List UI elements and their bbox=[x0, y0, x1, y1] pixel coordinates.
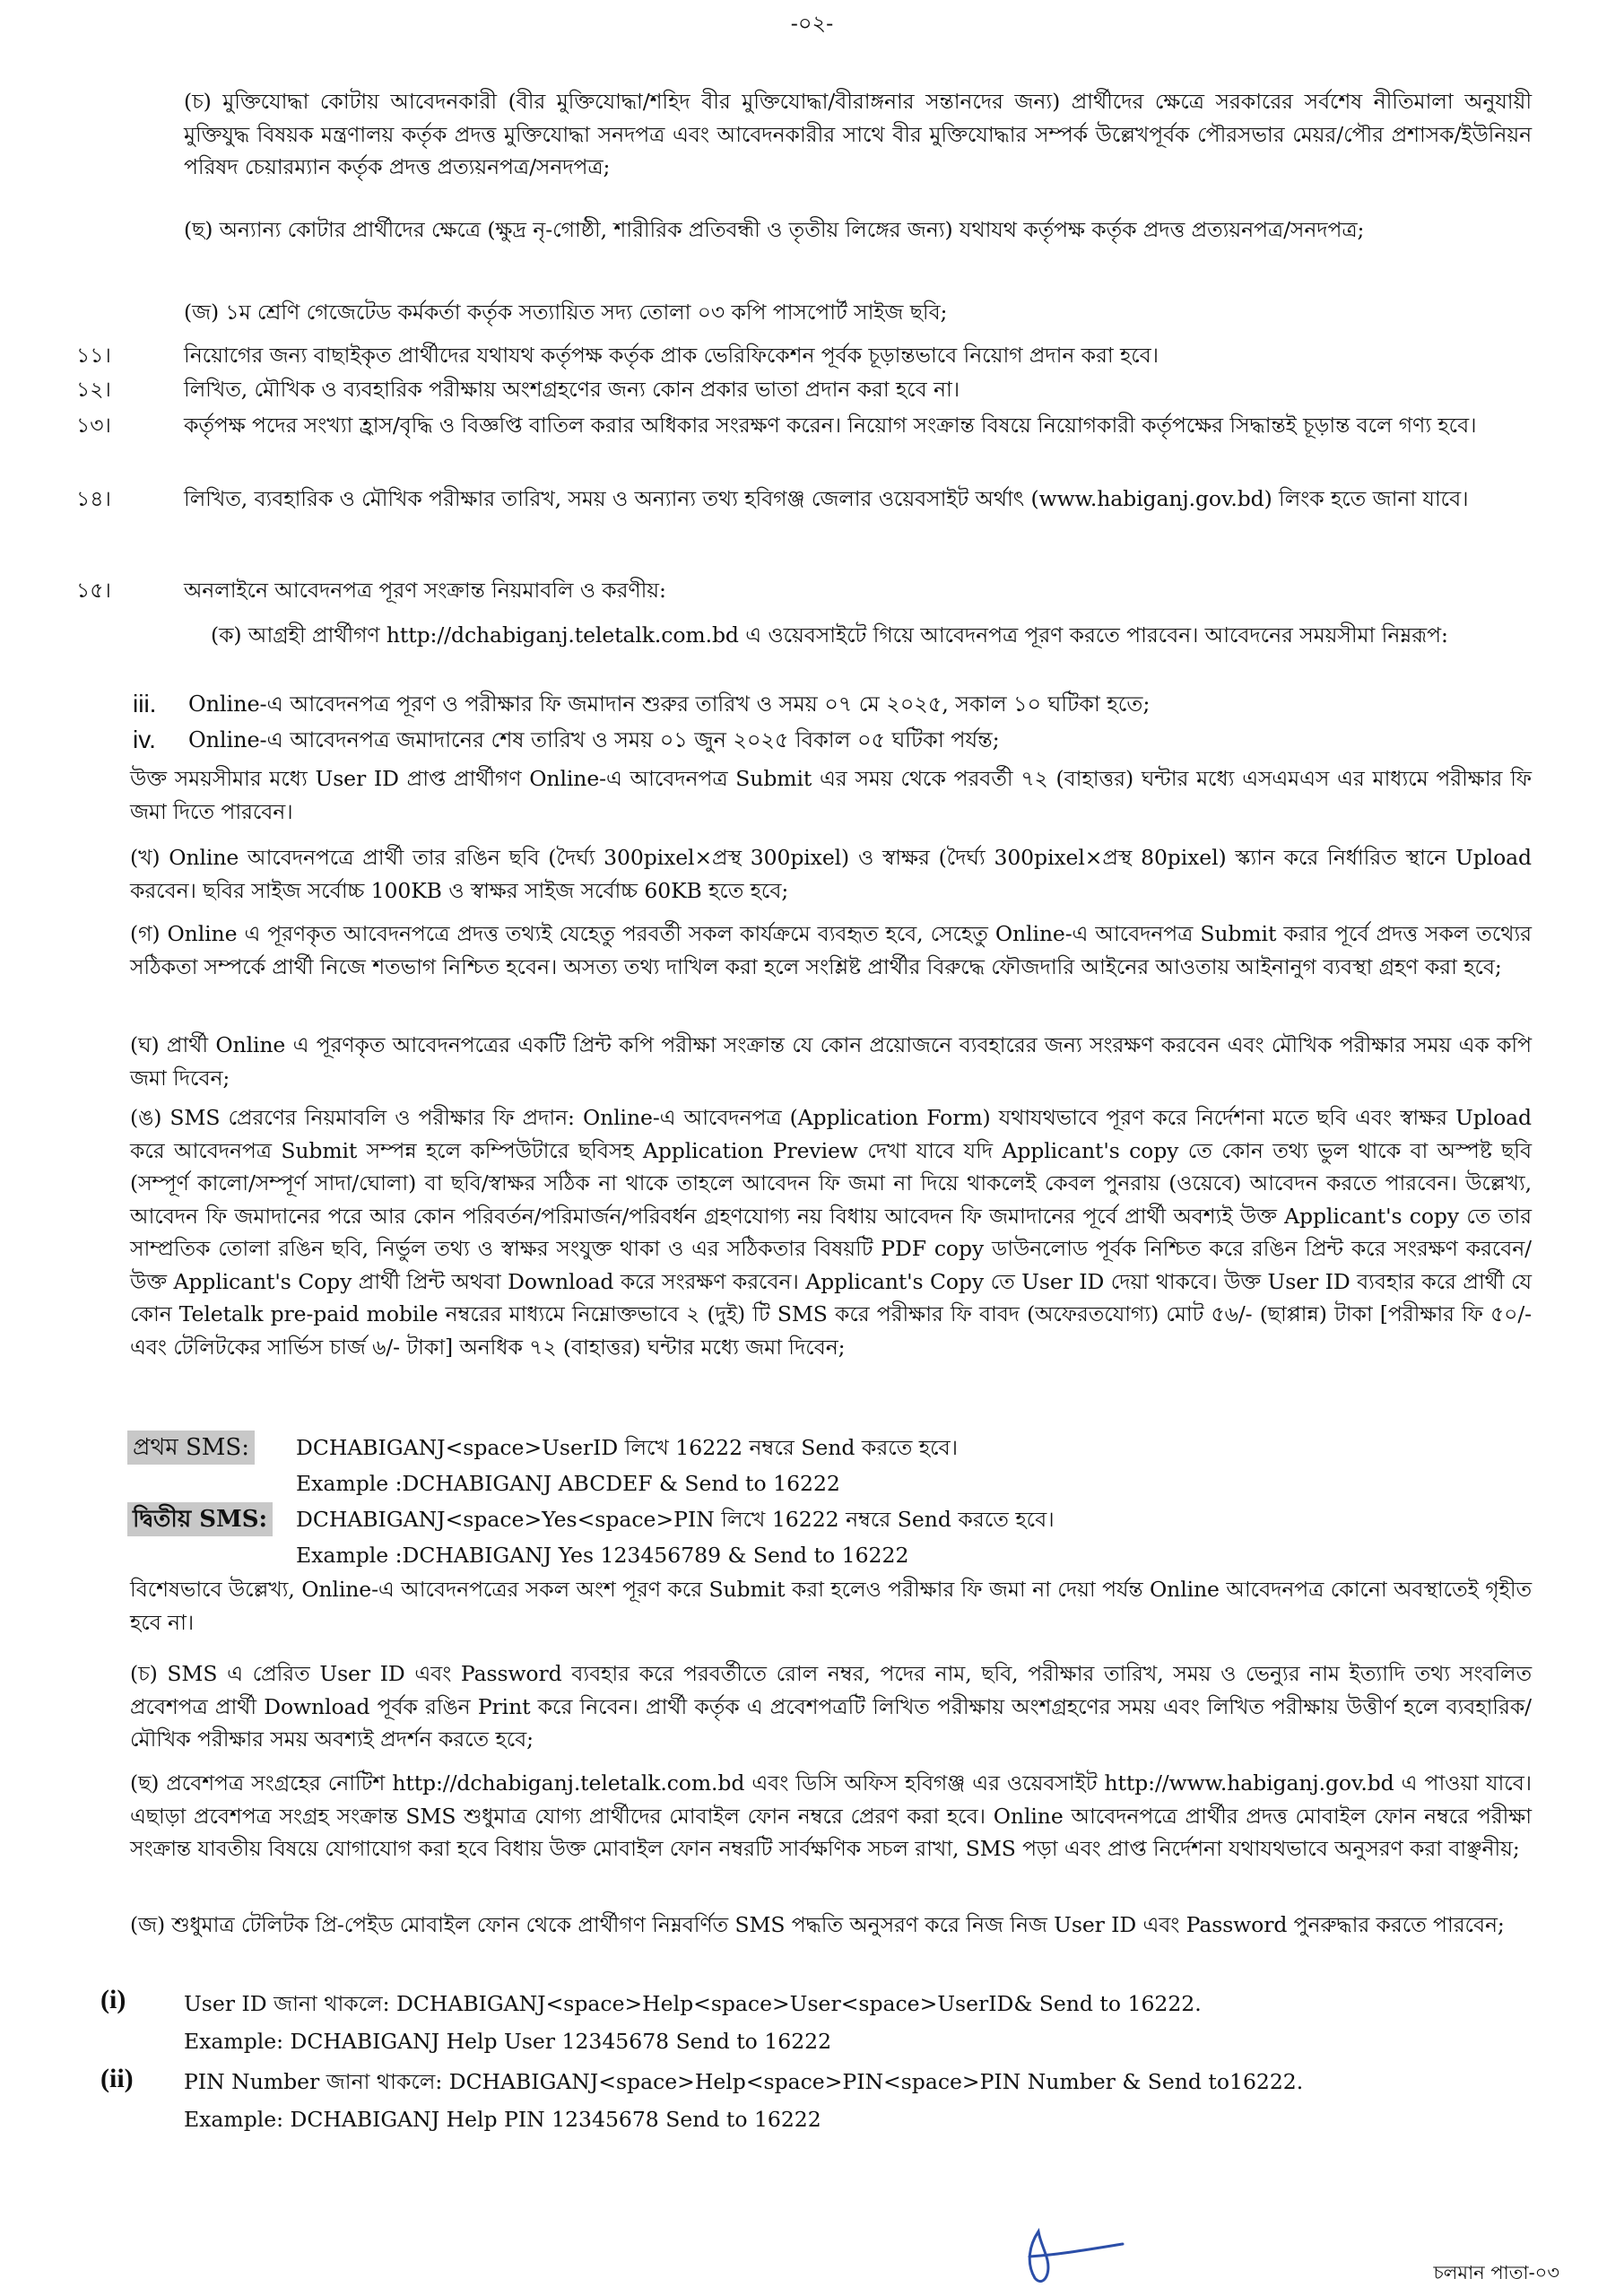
item-cha-freedom-fighter: (চ) মুক্তিযোদ্ধা কোটায় আবেদনকারী (বীর মুক্তিযোদ্ধা/শহিদ বীর মুক্তিযোদ্ধা/বীরাঙ্গনার সন্তানদের জন্য) প্রার্থীদের ক্ষেত্রে সরকারের সর্বশেষ নীতিমালা অনুযায়ী মুক্তিযুদ্ধ বিষয়ক মন্ত্রণালয় কর্তৃক প্রদত্ত মুক্তিযোদ্ধা সনদপত্র এবং আবেদনকারীর সাথে বীর মুক্তিযোদ্ধার সম্পর্ক উল্লেখপূর্বক পৌরসভার মেয়র/পৌর প্রশাসক/ইউনিয়ন পরিষদ চেয়ারম্যান কর্তৃক প্রদত্ত প্রত্যয়নপত্র/সনদপত্র; bbox=[184, 89, 1532, 179]
sms-window-paragraph: উক্ত সময়সীমার মধ্যে User ID প্রাপ্ত প্রার্থীগণ Online-এ আবেদনপত্র Submit এর সময় থেকে পরবর্তী ৭২ (বাহাত্তর) ঘন্টার মধ্যে এসএমএস এর মাধ্যমে পরীক্ষার ফি জমা দিতে পারবেন। bbox=[130, 766, 1532, 824]
deadline-iii-label: iii. bbox=[133, 690, 157, 718]
item-chha-admit-notice: (ছ) প্রবেশপত্র সংগ্রহের নোটিশ http://dchabiganj.teletalk.com.bd এবং ডিসি অফিস হবিগঞ্জ এর ওয়েবসাইট http://www.habiganj.gov.bd এ পাওয়া যাবে। এছাড়া প্রবেশপত্র সংগ্রহ সংক্রান্ত SMS শুধুমাত্র যোগ্য প্রার্থীদের মোবাইল ফোন নম্বরে প্রেরণ করা হবে। Online আবেদনপত্রে প্রার্থীর প্রদত্ত মোবাইল ফোন নম্বরে পরীক্ষা সংক্রান্ত যাবতীয় বিষয়ে যোগাযোগ করা হবে বিধায় উক্ত মোবাইল ফোন নম্বরটি সার্বক্ষণিক সচল রাখা, SMS পড়া এবং প্রাপ্ত নির্দেশনা যথাযথভাবে অনুসরণ করা বাঞ্ছনীয়; bbox=[130, 1770, 1532, 1861]
item-ka-apply-online: (ক) আগ্রহী প্রার্থীগণ http://dchabiganj.teletalk.com.bd এ ওয়েবসাইটে গিয়ে আবেদনপত্র পূরণ করতে পারবেন। আবেদনের সময়সীমা নিম্নরূপ: bbox=[211, 622, 1448, 648]
item-12-text: লিখিত, মৌখিক ও ব্যবহারিক পরীক্ষায় অংশগ্রহণের জন্য কোন প্রকার ভাতা প্রদান করা হবে না। bbox=[184, 377, 960, 402]
item-11-text: নিয়োগের জন্য বাছাইকৃত প্রার্থীদের যথাযথ কর্তৃপক্ষ কর্তৃক প্রাক ভেরিফিকেশন পূর্বক চূড়ান্তভাবে নিয়োগ প্রদান করা হবে। bbox=[184, 343, 1159, 368]
item-gha-print-copy: (ঘ) প্রার্থী Online এ পূরণকৃত আবেদনপত্রের একটি প্রিন্ট কপি পরীক্ষা সংক্রান্ত যে কোন প্রয়োজনে ব্যবহারের জন্য সংরক্ষণ করবেন এবং মৌখিক পরীক্ষার সময় এক কপি জমা দিবেন; bbox=[130, 1032, 1532, 1091]
item-14-label: ১৪। bbox=[76, 486, 111, 511]
recovery-i-label: (i) bbox=[100, 1985, 126, 2014]
item-11-label: ১১। bbox=[76, 343, 111, 368]
item-ga-accuracy: (গ) Online এ পূরণকৃত আবেদনপত্রে প্রদত্ত তথ্যই যেহেতু পরবর্তী সকল কার্যক্রমে ব্যবহৃত হবে, সেহেতু Online-এ আবেদনপত্র Submit করার পূর্বে প্রদত্ত সকল তথ্যের সঠিকতা সম্পর্কে প্রার্থী নিজে শতভাগ নিশ্চিত হবেন। অসত্য তথ্য দাখিল করা হলে সংশ্লিষ্ট প্রার্থীর বিরুদ্ধে ফৌজদারি আইনের আওতায় আইনানুগ ব্যবস্থা গ্রহণ করা হবে; bbox=[130, 921, 1532, 979]
recovery-i-line: User ID জানা থাকলে: DCHABIGANJ<space>Help<space>User<space>UserID& Send to 16222. bbox=[184, 1991, 1202, 2016]
item-12-label: ১২। bbox=[76, 377, 111, 402]
recovery-ii-label: (ii) bbox=[100, 2064, 134, 2093]
item-cha-admit-card: (চ) SMS এ প্রেরিত User ID এবং Password ব্যবহার করে পরবর্তীতে রোল নম্বর, পদের নাম, ছবি, পরীক্ষার তারিখ, সময় ও ভেন্যুর নাম ইত্যাদি তথ্য সংবলিত প্রবেশপত্র প্রার্থী Download পূর্বক রঙিন Print করে নিবেন। প্রার্থী কর্তৃক এ প্রবেশপত্রটি লিখিত পরীক্ষায় অংশগ্রহণের সময় এবং লিখিত পরীক্ষায় উত্তীর্ণ হলে ব্যবহারিক/মৌখিক পরীক্ষার সময় অবশ্যই প্রদর্শন করতে হবে; bbox=[130, 1661, 1532, 1752]
continued-page-footer: চলমান পাতা-০৩ bbox=[1433, 2262, 1559, 2283]
recovery-ii-example: Example: DCHABIGANJ Help PIN 12345678 Send to 16222 bbox=[184, 2107, 821, 2132]
recovery-ii-line: PIN Number জানা থাকলে: DCHABIGANJ<space>Help<space>PIN<space>PIN Number & Send to16222. bbox=[184, 2069, 1304, 2094]
item-ja-photos: (জ) ১ম শ্রেণি গেজেটেড কর্মকর্তা কর্তৃক সত্যায়িত সদ্য তোলা ০৩ কপি পাসপোর্ট সাইজ ছবি; bbox=[184, 300, 948, 325]
special-note-paragraph: বিশেষভাবে উল্লেখ্য, Online-এ আবেদনপত্রের সকল অংশ পূরণ করে Submit করা হলেও পরীক্ষার ফি জমা না দেয়া পর্যন্ত Online আবেদনপত্র কোনো অবস্থাতেই গৃহীত হবে না। bbox=[130, 1577, 1532, 1635]
first-sms-example: Example :DCHABIGANJ ABCDEF & Send to 16222 bbox=[296, 1471, 840, 1496]
item-ja-recovery: (জ) শুধুমাত্র টেলিটক প্রি-পেইড মোবাইল ফোন থেকে প্রার্থীগণ নিম্নবর্ণিত SMS পদ্ধতি অনুসরণ করে নিজ নিজ User ID এবং Password পুনরুদ্ধার করতে পারবেন; bbox=[130, 1912, 1505, 1937]
deadline-iv-text: Online-এ আবেদনপত্র জমাদানের শেষ তারিখ ও সময় ০১ জুন ২০২৫ বিকাল ০৫ ঘটিকা পর্যন্ত; bbox=[188, 727, 1000, 752]
item-kha-photo-signature: (খ) Online আবেদনপত্রে প্রার্থী তার রঙিন ছবি (দৈর্ঘ্য 300pixel×প্রস্থ 300pixel) ও স্বাক্ষর (দৈর্ঘ্য 300pixel×প্রস্থ 80pixel) স্ক্যান করে নির্ধারিত স্থানে Upload করবেন। ছবির সাইজ সর্বোচ্চ 100KB ও স্বাক্ষর সাইজ সর্বোচ্চ 60KB হতে হবে; bbox=[130, 845, 1532, 903]
second-sms-example: Example :DCHABIGANJ Yes 123456789 & Send to 16222 bbox=[296, 1543, 909, 1568]
deadline-iii-text: Online-এ আবেদনপত্র পূরণ ও পরীক্ষার ফি জমাদান শুরুর তারিখ ও সময় ০৭ মে ২০২৫, সকাল ১০ ঘটিকা হতে; bbox=[188, 691, 1151, 717]
signature-mark bbox=[1004, 2222, 1130, 2290]
item-uma-sms-rules: (ঙ) SMS প্রেরণের নিয়মাবলি ও পরীক্ষার ফি প্রদান: Online-এ আবেদনপত্র (Application Form) যথাযথভাবে পূরণ করে নির্দেশনা মতে ছবি এবং স্বাক্ষর Upload করে আবেদনপত্র Submit সম্পন্ন হলে কম্পিউটারে ছবিসহ Application Preview দেখা যাবে যদি Applicant's copy তে কোন তথ্য ভুল থাকে বা অস্পষ্ট ছবি (সম্পূর্ণ কালো/সম্পূর্ণ সাদা/ঘোলা) বা ছবি/স্বাক্ষর সঠিক না থাকে তাহলে আবেদন ফি জমা না দিয়ে থাকলেই কেবল পুনরায় (ওয়েবে) আবেদন করতে পারবেন। উল্লেখ্য, আবেদন ফি জমাদানের পরে আর কোন পরিবর্তন/পরিমার্জন/পরিবর্ধন গ্রহণযোগ্য নয় বিধায় আবেদন ফি জমাদানের পূর্বে প্রার্থী অবশ্যই উক্ত Applicant's copy তে তার সাম্প্রতিক তোলা রঙিন ছবি, নির্ভুল তথ্য ও স্বাক্ষর সংযুক্ত থাকা ও এর সঠিকতার বিষয়টি PDF copy ডাউনলোড পূর্বক নিশ্চিত করে রঙিন প্রিন্ট করে সংরক্ষণ করবেন/উক্ত Applicant's Copy প্রার্থী প্রিন্ট অথবা Download করে সংরক্ষণ করবেন। Applicant's Copy তে User ID দেয়া থাকবে। উক্ত User ID ব্যবহার করে প্রার্থী যে কোন Teletalk pre-paid mobile নম্বরের মাধ্যমে নিম্নোক্তভাবে ২ (দুই) টি SMS করে পরীক্ষার ফি বাবদ (অফেরতযোগ্য) মোট ৫৬/- (ছাপ্পান্ন) টাকা [পরীক্ষার ফি ৫০/- এবং টেলিটকের সার্ভিস চার্জ ৬/- টাকা] অনধিক ৭২ (বাহাত্তর) ঘন্টার মধ্যে জমা দিবেন; bbox=[130, 1105, 1532, 1360]
recovery-i-example: Example: DCHABIGANJ Help User 12345678 Send to 16222 bbox=[184, 2029, 832, 2054]
second-sms-line: DCHABIGANJ<space>Yes<space>PIN লিখে 16222 নম্বরে Send করতে হবে। bbox=[296, 1507, 1055, 1532]
item-15-text: অনলাইনে আবেদনপত্র পূরণ সংক্রান্ত নিয়মাবলি ও করণীয়: bbox=[184, 578, 666, 603]
first-sms-line: DCHABIGANJ<space>UserID লিখে 16222 নম্বরে Send করতে হবে। bbox=[296, 1435, 959, 1460]
item-15-label: ১৫। bbox=[76, 578, 111, 603]
item-14-text: লিখিত, ব্যবহারিক ও মৌখিক পরীক্ষার তারিখ, সময় ও অন্যান্য তথ্য হবিগঞ্জ জেলার ওয়েবসাইট অর্থাৎ (www.habiganj.gov.bd) লিংক হতে জানা যাবে। bbox=[184, 486, 1469, 511]
deadline-iv-label: iv. bbox=[133, 726, 156, 753]
page-number: -০২- bbox=[790, 11, 834, 36]
item-13-text: কর্তৃপক্ষ পদের সংখ্যা হ্রাস/বৃদ্ধি ও বিজ্ঞপ্তি বাতিল করার অধিকার সংরক্ষণ করেন। নিয়োগ সংক্রান্ত বিষয়ে নিয়োগকারী কর্তৃপক্ষের সিদ্ধান্তই চূড়ান্ত বলে গণ্য হবে। bbox=[184, 413, 1477, 438]
second-sms-tag: দ্বিতীয় SMS: bbox=[127, 1502, 273, 1536]
item-chha-other-quota: (ছ) অন্যান্য কোটার প্রার্থীদের ক্ষেত্রে (ক্ষুদ্র নৃ-গোষ্ঠী, শারীরিক প্রতিবন্ধী ও তৃতীয় লিঙ্গের জন্য) যথাযথ কর্তৃপক্ষ কর্তৃক প্রদত্ত প্রত্যয়নপত্র/সনদপত্র; bbox=[184, 217, 1365, 242]
item-13-label: ১৩। bbox=[76, 413, 111, 438]
first-sms-tag: প্রথম SMS: bbox=[127, 1431, 255, 1465]
